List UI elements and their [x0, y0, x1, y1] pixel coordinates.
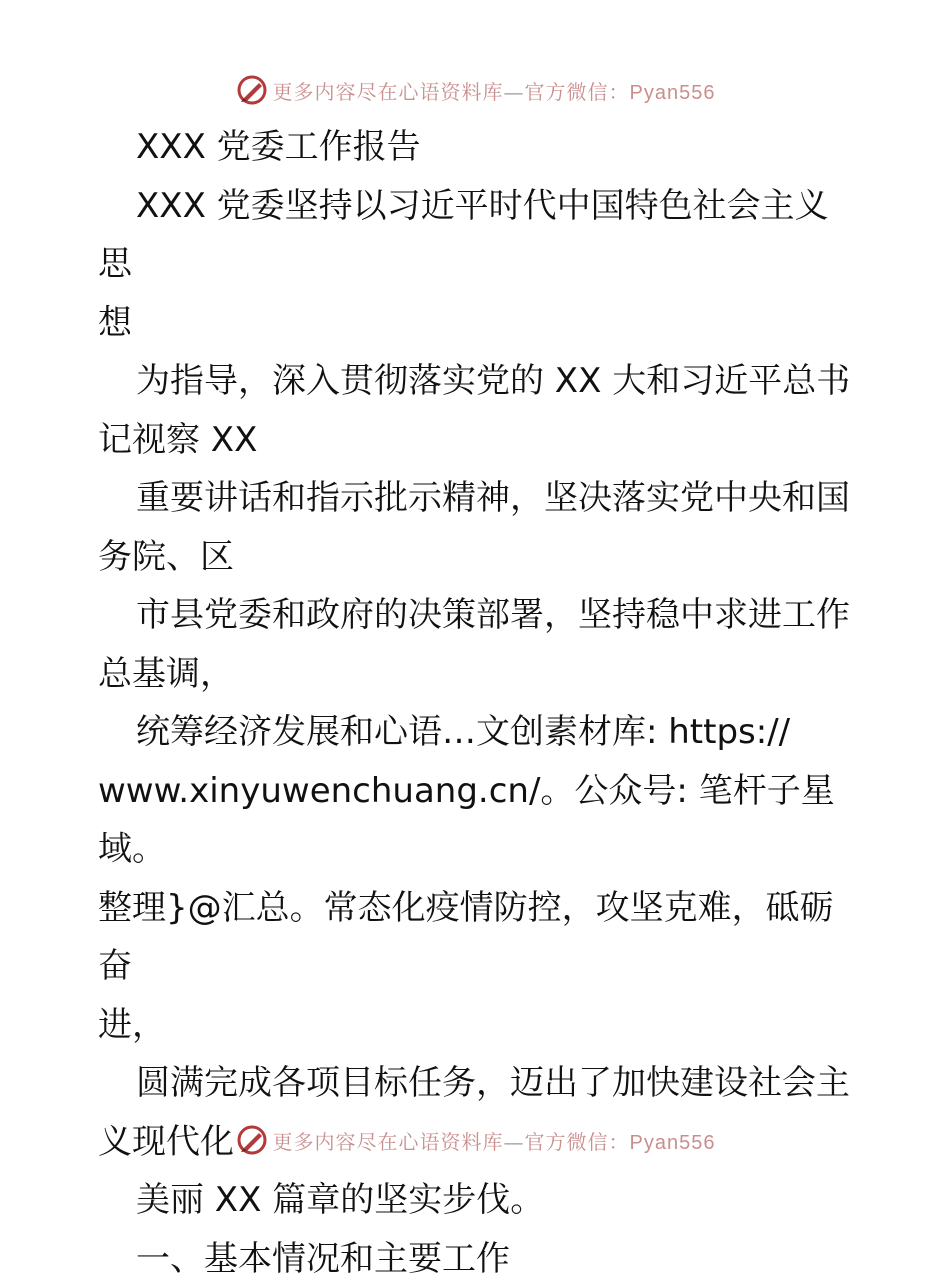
doc-line: XXX 党委坚持以习近平时代中国特色社会主义思 — [98, 177, 858, 294]
doc-line: www.xinyuwenchuang.cn/。公众号: 笔杆子星域。 — [98, 762, 858, 879]
doc-line: 整理}@汇总。常态化疫情防控，攻坚克难，砥砺奋 — [98, 879, 858, 996]
doc-line: 务院、区 — [98, 528, 858, 587]
banner-text: 更多内容尽在心语资料库—官方微信：Pyan556 — [273, 76, 716, 105]
doc-line: 总基调， — [98, 645, 858, 704]
doc-line: 市县党委和政府的决策部署，坚持稳中求进工作 — [98, 586, 858, 645]
document-body — [98, 118, 858, 1288]
banner-text: 更多内容尽在心语资料库—官方微信：Pyan556 — [273, 1126, 716, 1155]
pen-logo-icon — [235, 1123, 269, 1157]
section-heading: 一、基本情况和主要工作 — [98, 1230, 858, 1288]
doc-line: 记视察 XX — [98, 411, 858, 470]
doc-line: 圆满完成各项目标任务，迈出了加快建设社会主 — [98, 1054, 858, 1113]
header-banner — [0, 70, 950, 110]
doc-line: 为指导，深入贯彻落实党的 XX 大和习近平总书 — [98, 352, 858, 411]
doc-line: 义现代化 — [98, 1113, 858, 1172]
footer-banner — [0, 1120, 950, 1160]
doc-line: 统筹经济发展和心语…文创素材库: https:// — [98, 703, 858, 762]
doc-line: 想 — [98, 294, 858, 353]
doc-line: 重要讲话和指示批示精神，坚决落实党中央和国 — [98, 469, 858, 528]
pen-logo-icon — [235, 73, 269, 107]
doc-line: 美丽 XX 篇章的坚实步伐。 — [98, 1171, 858, 1230]
doc-title: XXX 党委工作报告 — [98, 118, 858, 177]
doc-line: 进， — [98, 996, 858, 1055]
